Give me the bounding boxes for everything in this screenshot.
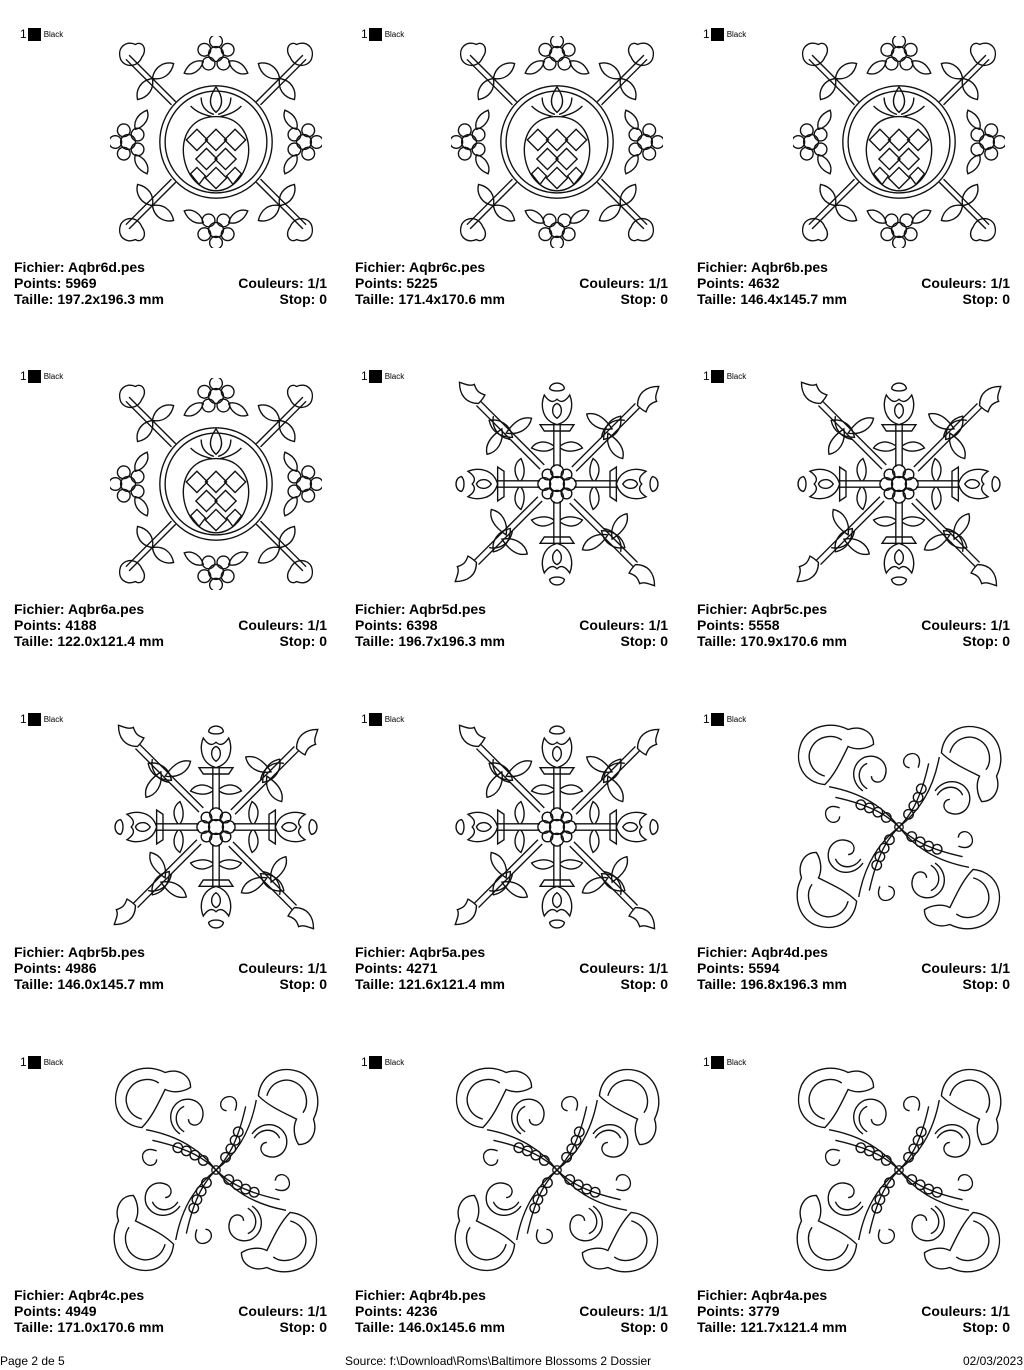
- size-field: [14, 1319, 164, 1335]
- points-value: 4188: [65, 617, 97, 633]
- stop-label: Stop:: [962, 976, 999, 992]
- file-name: Aqbr6d.pes: [67, 259, 145, 275]
- color-swatch-row: [361, 26, 404, 42]
- size-field: [355, 633, 505, 649]
- points-label: Points:: [697, 1303, 745, 1319]
- design-card: [341, 685, 671, 1015]
- stop-field: [963, 1319, 1010, 1335]
- colors-value: 1/1: [990, 1303, 1010, 1319]
- points-field: [697, 960, 780, 976]
- file-name: Aqbr4b.pes: [408, 1287, 486, 1303]
- size-field: [355, 1319, 505, 1335]
- points-value: 4236: [406, 1303, 438, 1319]
- stop-value: 0: [660, 633, 668, 649]
- design-info: [14, 1287, 327, 1335]
- color-swatch: [711, 370, 724, 383]
- points-label: Points:: [14, 1303, 62, 1319]
- embroidery-design-image: [451, 36, 663, 248]
- embroidery-design-image: [110, 721, 322, 933]
- points-label: Points:: [14, 617, 62, 633]
- design-card: [0, 1028, 330, 1358]
- colors-value: 1/1: [648, 617, 668, 633]
- file-name: Aqbr5c.pes: [750, 601, 828, 617]
- file-field: [355, 601, 486, 617]
- file-label: Fichier:: [14, 1287, 65, 1303]
- swatch-number: 1: [20, 712, 27, 726]
- colors-field: [238, 275, 327, 291]
- file-field: [355, 944, 485, 960]
- stop-field: [963, 291, 1010, 307]
- colors-label: Couleurs:: [921, 617, 987, 633]
- colors-value: 1/1: [648, 960, 668, 976]
- stop-value: 0: [319, 1319, 327, 1335]
- color-swatch-row: [20, 368, 63, 384]
- color-name: Black: [726, 714, 747, 724]
- color-name: Black: [43, 371, 64, 381]
- size-value: 121.6x121.4 mm: [398, 976, 505, 992]
- stop-field: [621, 1319, 668, 1335]
- points-value: 6398: [406, 617, 438, 633]
- stop-value: 0: [1002, 976, 1010, 992]
- points-value: 5969: [65, 275, 97, 291]
- file-field: [355, 1287, 486, 1303]
- colors-label: Couleurs:: [238, 960, 304, 976]
- colors-field: [579, 617, 668, 633]
- swatch-number: 1: [703, 27, 710, 41]
- colors-label: Couleurs:: [238, 275, 304, 291]
- colors-field: [921, 275, 1010, 291]
- points-label: Points:: [697, 275, 745, 291]
- design-info: [14, 944, 327, 992]
- size-label: Taille:: [355, 633, 395, 649]
- design-info: [14, 601, 327, 649]
- color-swatch: [711, 28, 724, 41]
- file-name: Aqbr4d.pes: [750, 944, 828, 960]
- file-label: Fichier:: [14, 944, 65, 960]
- embroidery-design-image: [793, 378, 1005, 590]
- file-field: [697, 601, 827, 617]
- stop-field: [621, 976, 668, 992]
- swatch-number: 1: [20, 27, 27, 41]
- design-card: [341, 342, 671, 672]
- stop-label: Stop:: [962, 1319, 999, 1335]
- size-field: [14, 291, 164, 307]
- file-field: [14, 1287, 144, 1303]
- size-label: Taille:: [14, 976, 54, 992]
- color-swatch: [28, 1056, 41, 1069]
- size-label: Taille:: [355, 1319, 395, 1335]
- points-field: [355, 275, 438, 291]
- stop-field: [280, 291, 327, 307]
- color-swatch-row: [703, 711, 746, 727]
- colors-value: 1/1: [990, 275, 1010, 291]
- file-label: Fichier:: [355, 1287, 406, 1303]
- points-label: Points:: [14, 960, 62, 976]
- design-card: [683, 1028, 1013, 1358]
- stop-field: [621, 633, 668, 649]
- stop-value: 0: [660, 1319, 668, 1335]
- color-name: Black: [384, 29, 405, 39]
- file-field: [355, 259, 485, 275]
- size-label: Taille:: [697, 1319, 737, 1335]
- colors-field: [579, 1303, 668, 1319]
- stop-value: 0: [1002, 291, 1010, 307]
- color-swatch-row: [361, 368, 404, 384]
- colors-field: [238, 1303, 327, 1319]
- colors-label: Couleurs:: [238, 617, 304, 633]
- embroidery-design-image: [110, 1064, 322, 1276]
- file-field: [14, 259, 145, 275]
- colors-value: 1/1: [307, 1303, 327, 1319]
- points-field: [14, 960, 97, 976]
- swatch-number: 1: [20, 369, 27, 383]
- design-card: [341, 1028, 671, 1358]
- colors-field: [921, 1303, 1010, 1319]
- size-field: [697, 291, 847, 307]
- file-field: [697, 1287, 827, 1303]
- size-field: [14, 633, 164, 649]
- design-info: [14, 259, 327, 307]
- stop-label: Stop:: [620, 976, 657, 992]
- size-value: 196.8x196.3 mm: [740, 976, 847, 992]
- points-field: [355, 1303, 438, 1319]
- colors-value: 1/1: [990, 960, 1010, 976]
- stop-field: [280, 1319, 327, 1335]
- colors-value: 1/1: [307, 617, 327, 633]
- size-value: 197.2x196.3 mm: [57, 291, 164, 307]
- size-label: Taille:: [14, 291, 54, 307]
- print-date: 02/03/2023: [962, 1354, 1023, 1368]
- swatch-number: 1: [361, 1055, 368, 1069]
- points-label: Points:: [14, 275, 62, 291]
- file-label: Fichier:: [355, 601, 406, 617]
- stop-label: Stop:: [279, 291, 316, 307]
- size-field: [697, 1319, 847, 1335]
- colors-label: Couleurs:: [579, 1303, 645, 1319]
- file-label: Fichier:: [14, 259, 65, 275]
- stop-value: 0: [319, 291, 327, 307]
- file-name: Aqbr6a.pes: [67, 601, 145, 617]
- points-field: [14, 617, 97, 633]
- colors-label: Couleurs:: [579, 960, 645, 976]
- design-info: [355, 1287, 668, 1335]
- points-field: [697, 617, 780, 633]
- colors-value: 1/1: [307, 960, 327, 976]
- colors-label: Couleurs:: [921, 1303, 987, 1319]
- file-name: Aqbr6c.pes: [408, 259, 486, 275]
- color-swatch: [369, 370, 382, 383]
- swatch-number: 1: [361, 712, 368, 726]
- stop-label: Stop:: [962, 291, 999, 307]
- color-swatch-row: [361, 711, 404, 727]
- file-label: Fichier:: [697, 1287, 748, 1303]
- points-label: Points:: [697, 617, 745, 633]
- file-label: Fichier:: [697, 259, 748, 275]
- colors-field: [579, 960, 668, 976]
- design-card: [341, 0, 671, 330]
- color-name: Black: [726, 371, 747, 381]
- size-label: Taille:: [355, 976, 395, 992]
- design-info: [697, 601, 1010, 649]
- swatch-number: 1: [361, 369, 368, 383]
- points-label: Points:: [355, 960, 403, 976]
- size-value: 146.4x145.7 mm: [740, 291, 847, 307]
- swatch-number: 1: [703, 369, 710, 383]
- stop-field: [963, 633, 1010, 649]
- stop-value: 0: [660, 291, 668, 307]
- size-label: Taille:: [14, 1319, 54, 1335]
- stop-field: [621, 291, 668, 307]
- points-field: [355, 617, 438, 633]
- size-label: Taille:: [355, 291, 395, 307]
- points-value: 3779: [748, 1303, 780, 1319]
- file-label: Fichier:: [355, 944, 406, 960]
- design-info: [697, 944, 1010, 992]
- file-field: [697, 259, 828, 275]
- stop-value: 0: [660, 976, 668, 992]
- color-name: Black: [384, 1057, 405, 1067]
- colors-field: [238, 617, 327, 633]
- size-label: Taille:: [14, 633, 54, 649]
- colors-value: 1/1: [307, 275, 327, 291]
- points-label: Points:: [355, 275, 403, 291]
- file-label: Fichier:: [355, 259, 406, 275]
- design-info: [355, 944, 668, 992]
- file-name: Aqbr5a.pes: [408, 944, 486, 960]
- colors-field: [579, 275, 668, 291]
- color-swatch: [711, 713, 724, 726]
- file-name: Aqbr5b.pes: [67, 944, 145, 960]
- color-name: Black: [726, 1057, 747, 1067]
- embroidery-design-image: [451, 378, 663, 590]
- color-name: Black: [384, 371, 405, 381]
- swatch-number: 1: [361, 27, 368, 41]
- embroidery-design-image: [793, 1064, 1005, 1276]
- color-swatch-row: [20, 711, 63, 727]
- size-value: 171.4x170.6 mm: [398, 291, 505, 307]
- design-card: [0, 342, 330, 672]
- design-info: [697, 1287, 1010, 1335]
- colors-label: Couleurs:: [921, 275, 987, 291]
- size-field: [14, 976, 164, 992]
- stop-field: [280, 633, 327, 649]
- stop-label: Stop:: [279, 1319, 316, 1335]
- design-card: [0, 0, 330, 330]
- design-card: [683, 0, 1013, 330]
- points-field: [697, 1303, 780, 1319]
- file-label: Fichier:: [697, 601, 748, 617]
- points-value: 4949: [65, 1303, 97, 1319]
- color-name: Black: [43, 714, 64, 724]
- color-swatch-row: [703, 1054, 746, 1070]
- file-field: [14, 944, 145, 960]
- color-swatch: [369, 28, 382, 41]
- size-label: Taille:: [697, 291, 737, 307]
- size-value: 122.0x121.4 mm: [57, 633, 164, 649]
- points-value: 5594: [748, 960, 780, 976]
- size-value: 121.7x121.4 mm: [740, 1319, 847, 1335]
- color-swatch-row: [703, 368, 746, 384]
- source-path: Source: f:\Download\Roms\Baltimore Blossoms 2 Dossier: [345, 1354, 652, 1368]
- size-value: 146.0x145.7 mm: [57, 976, 164, 992]
- swatch-number: 1: [20, 1055, 27, 1069]
- size-field: [355, 976, 505, 992]
- points-value: 4271: [406, 960, 438, 976]
- design-card: [683, 342, 1013, 672]
- stop-field: [280, 976, 327, 992]
- color-name: Black: [384, 714, 405, 724]
- points-value: 5558: [748, 617, 780, 633]
- points-field: [697, 275, 780, 291]
- embroidery-design-image: [793, 36, 1005, 248]
- stop-label: Stop:: [620, 633, 657, 649]
- size-value: 170.9x170.6 mm: [740, 633, 847, 649]
- design-card: [0, 685, 330, 1015]
- design-card: [683, 685, 1013, 1015]
- file-name: Aqbr4a.pes: [750, 1287, 828, 1303]
- colors-value: 1/1: [648, 275, 668, 291]
- stop-value: 0: [1002, 633, 1010, 649]
- colors-field: [921, 960, 1010, 976]
- color-swatch: [28, 370, 41, 383]
- file-field: [14, 601, 144, 617]
- stop-label: Stop:: [279, 976, 316, 992]
- points-value: 5225: [406, 275, 438, 291]
- color-swatch: [711, 1056, 724, 1069]
- size-field: [355, 291, 505, 307]
- points-label: Points:: [697, 960, 745, 976]
- colors-field: [921, 617, 1010, 633]
- embroidery-design-image: [451, 721, 663, 933]
- color-swatch-row: [361, 1054, 404, 1070]
- points-label: Points:: [355, 1303, 403, 1319]
- points-field: [355, 960, 438, 976]
- file-name: Aqbr5d.pes: [408, 601, 486, 617]
- swatch-number: 1: [703, 1055, 710, 1069]
- size-value: 171.0x170.6 mm: [57, 1319, 164, 1335]
- stop-label: Stop:: [620, 1319, 657, 1335]
- color-name: Black: [43, 1057, 64, 1067]
- stop-label: Stop:: [620, 291, 657, 307]
- colors-value: 1/1: [648, 1303, 668, 1319]
- stop-field: [963, 976, 1010, 992]
- size-field: [697, 976, 847, 992]
- points-field: [14, 275, 97, 291]
- stop-label: Stop:: [962, 633, 999, 649]
- design-info: [355, 259, 668, 307]
- colors-label: Couleurs:: [579, 617, 645, 633]
- colors-label: Couleurs:: [238, 1303, 304, 1319]
- colors-value: 1/1: [990, 617, 1010, 633]
- color-swatch: [28, 28, 41, 41]
- design-info: [697, 259, 1010, 307]
- points-value: 4632: [748, 275, 780, 291]
- points-value: 4986: [65, 960, 97, 976]
- colors-field: [238, 960, 327, 976]
- size-value: 196.7x196.3 mm: [398, 633, 505, 649]
- file-label: Fichier:: [697, 944, 748, 960]
- size-value: 146.0x145.6 mm: [398, 1319, 505, 1335]
- file-label: Fichier:: [14, 601, 65, 617]
- size-label: Taille:: [697, 633, 737, 649]
- color-name: Black: [43, 29, 64, 39]
- embroidery-design-image: [793, 721, 1005, 933]
- stop-value: 0: [319, 633, 327, 649]
- color-swatch-row: [20, 1054, 63, 1070]
- embroidery-design-image: [110, 378, 322, 590]
- colors-label: Couleurs:: [579, 275, 645, 291]
- color-swatch-row: [20, 26, 63, 42]
- color-swatch: [369, 1056, 382, 1069]
- size-field: [697, 633, 847, 649]
- page-number: Page 2 de 5: [0, 1354, 65, 1368]
- size-label: Taille:: [697, 976, 737, 992]
- swatch-number: 1: [703, 712, 710, 726]
- points-label: Points:: [355, 617, 403, 633]
- color-name: Black: [726, 29, 747, 39]
- file-name: Aqbr6b.pes: [750, 259, 828, 275]
- color-swatch: [28, 713, 41, 726]
- design-info: [355, 601, 668, 649]
- points-field: [14, 1303, 97, 1319]
- embroidery-design-image: [451, 1064, 663, 1276]
- file-name: Aqbr4c.pes: [67, 1287, 145, 1303]
- stop-value: 0: [1002, 1319, 1010, 1335]
- embroidery-design-image: [110, 36, 322, 248]
- stop-value: 0: [319, 976, 327, 992]
- colors-label: Couleurs:: [921, 960, 987, 976]
- color-swatch: [369, 713, 382, 726]
- file-field: [697, 944, 828, 960]
- stop-label: Stop:: [279, 633, 316, 649]
- color-swatch-row: [703, 26, 746, 42]
